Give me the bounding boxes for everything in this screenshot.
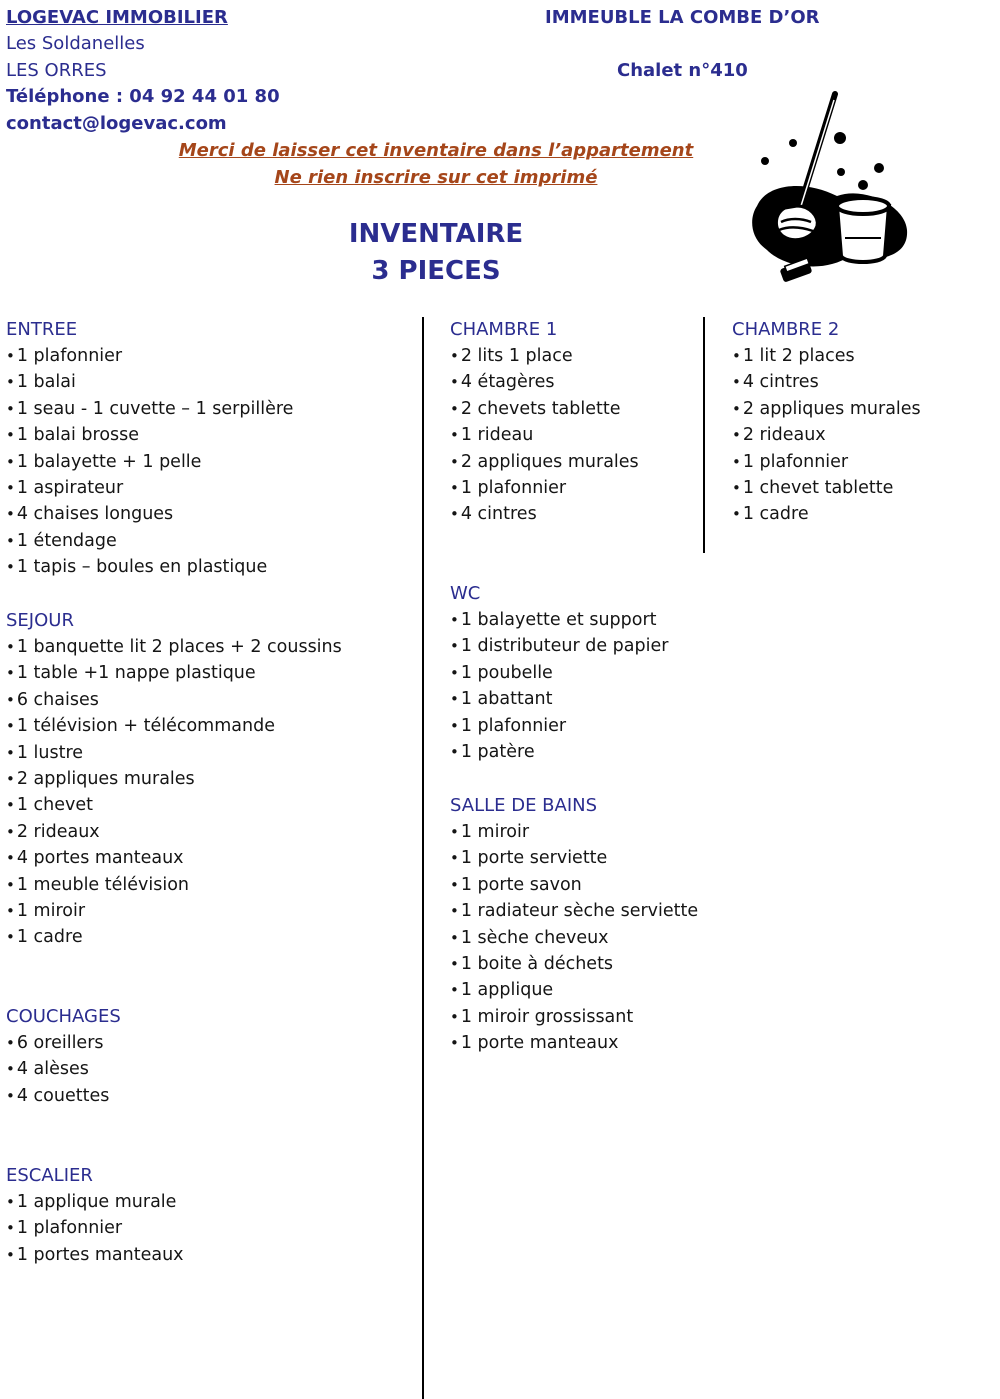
list-item: • 1 miroir grossissant [450,1004,698,1030]
chalet-number: Chalet n°410 [617,60,748,81]
section-title: ESCALIER [6,1165,93,1186]
list-item: • 1 plafonnier [6,1215,184,1241]
list-item: • 1 rideau [450,422,639,448]
list-item: • 1 applique murale [6,1189,184,1215]
list-item: • 1 porte savon [450,872,698,898]
list-item: • 1 patère [450,739,668,765]
section-title: CHAMBRE 2 [732,319,840,340]
email-address: contact@logevac.com [6,113,227,134]
list-item: • 1 miroir [450,819,698,845]
section-sejour [6,607,342,951]
address-line-2: LES ORRES [6,60,107,81]
list-item: • 1 poubelle [450,660,668,686]
list-item: • 1 meuble télévision [6,872,342,898]
list-item: • 1 porte serviette [450,845,698,871]
list-item: • 4 portes manteaux [6,845,342,871]
list-item: • 2 rideaux [732,422,921,448]
document-title: INVENTAIRE [348,219,524,249]
section-title: CHAMBRE 1 [450,319,558,340]
list-item: • 4 étagères [450,369,639,395]
section-title: ENTREE [6,319,78,340]
list-item: • 1 chevet tablette [732,475,921,501]
section-title: SALLE DE BAINS [450,795,598,816]
section-escalier [6,1162,184,1268]
list-item: • 1 plafonnier [6,343,293,369]
section-title: WC [450,583,481,604]
list-item: • 4 chaises longues [6,501,293,527]
list-item: • 1 plafonnier [450,475,639,501]
list-item: • 1 balai brosse [6,422,293,448]
list-item: • 1 porte manteaux [450,1030,698,1056]
notice-line-1: Merci de laisser cet inventaire dans l’appartement [178,140,694,161]
section-chambre-1 [450,316,639,528]
list-item: • 2 rideaux [6,819,342,845]
column-divider-right [703,317,705,553]
list-item: • 1 aspirateur [6,475,293,501]
column-divider-left [422,317,424,1399]
list-item: • 1 balai [6,369,293,395]
list-item: • 1 balayette et support [450,607,668,633]
section-salle-de-bains [450,792,698,1057]
list-item: • 1 cadre [6,924,342,950]
list-item: • 1 distributeur de papier [450,633,668,659]
list-item: • 1 seau - 1 cuvette – 1 serpillère [6,396,293,422]
list-item: • 2 appliques murales [450,449,639,475]
list-item: • 1 sèche cheveux [450,925,698,951]
list-item: • 1 plafonnier [450,713,668,739]
list-item: • 2 lits 1 place [450,343,639,369]
notice-line-2: Ne rien inscrire sur cet imprimé [274,167,598,188]
list-item: • 4 cintres [732,369,921,395]
list-item: • 1 lit 2 places [732,343,921,369]
section-wc [450,580,668,765]
list-item: • 1 balayette + 1 pelle [6,449,293,475]
list-item: • 6 chaises [6,687,342,713]
section-title: SEJOUR [6,610,74,631]
list-item: • 1 table +1 nappe plastique [6,660,342,686]
list-item: • 1 plafonnier [732,449,921,475]
list-item: • 1 portes manteaux [6,1242,184,1268]
list-item: • 1 radiateur sèche serviette [450,898,698,924]
list-item: • 1 chevet [6,792,342,818]
list-item: • 1 banquette lit 2 places + 2 coussins [6,634,342,660]
list-item: • 1 lustre [6,740,342,766]
section-entree [6,316,293,581]
cleaning-broom-bucket-icon [745,88,915,288]
list-item: • 1 télévision + télécommande [6,713,342,739]
list-item: • 6 oreillers [6,1030,121,1056]
list-item: • 1 tapis – boules en plastique [6,554,293,580]
list-item: • 1 applique [450,977,698,1003]
list-item: • 4 couettes [6,1083,121,1109]
list-item: • 1 miroir [6,898,342,924]
list-item: • 1 étendage [6,528,293,554]
list-item: • 4 cintres [450,501,639,527]
section-couchages [6,1003,121,1109]
phone-number: Téléphone : 04 92 44 01 80 [6,86,280,107]
list-item: • 2 appliques murales [732,396,921,422]
list-item: • 1 cadre [732,501,921,527]
list-item: • 1 boite à déchets [450,951,698,977]
section-title: COUCHAGES [6,1006,121,1027]
list-item: • 2 appliques murales [6,766,342,792]
address-line-1: Les Soldanelles [6,33,145,54]
list-item: • 1 abattant [450,686,668,712]
building-name: IMMEUBLE LA COMBE D’OR [545,7,820,28]
section-chambre-2 [732,316,921,528]
list-item: • 4 alèses [6,1056,121,1082]
list-item: • 2 chevets tablette [450,396,639,422]
company-name: LOGEVAC IMMOBILIER [6,7,228,28]
document-subtitle: 3 PIECES [371,256,501,286]
